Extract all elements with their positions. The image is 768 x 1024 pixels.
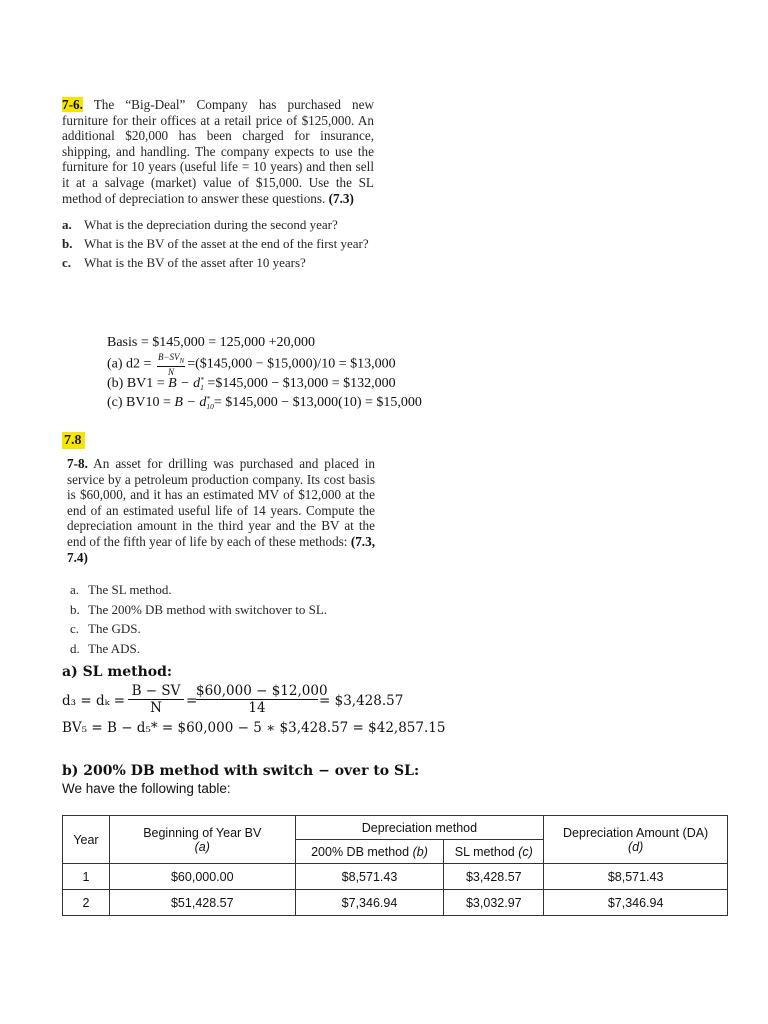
- cell-bv: $60,000.00: [109, 864, 295, 890]
- question-c: c. What is the BV of the asset after 10 years?: [62, 255, 306, 270]
- db-method-heading: b) 200% DB method with switch − over to SL:: [62, 763, 420, 779]
- section-reference: (7.3, 7.4): [67, 533, 375, 565]
- problem-7-6-text: [62, 97, 374, 206]
- method-d: d. The ADS.: [70, 640, 140, 656]
- cell-da: $8,571.43: [544, 864, 728, 890]
- d3-lhs: d₃ = dₖ =: [62, 693, 126, 709]
- fraction-b-minus-sv-over-n: B − SV N: [128, 683, 184, 716]
- table-row: [63, 890, 728, 916]
- table-row: [63, 864, 728, 890]
- basis-line: Basis = $145,000 = 125,000 +20,000: [107, 335, 316, 350]
- header-year: Year: [63, 816, 110, 864]
- cell-year: 2: [63, 890, 110, 916]
- header-200-db: 200% DB method (b): [295, 840, 444, 864]
- problem-number: 7-8.: [67, 456, 88, 471]
- problem-body: An asset for drilling was purchased and placed in service by a petroleum production company. Its cost basis is $60,000, and it has an estimated MV of $12,000 at the end of an estimated useful life of 14 years. Compute the depreciation amount in the third year and the BV at the end of the fifth year of life by each of these methods:: [67, 456, 375, 549]
- problem-7-8-methods: [70, 580, 327, 658]
- problem-7-6-questions: [62, 215, 369, 272]
- d3-result: = $3,428.57: [319, 693, 404, 709]
- cell-sl: $3,032.97: [444, 890, 544, 916]
- cell-sl: $3,428.57: [444, 864, 544, 890]
- problem-7-8-heading: 7.8: [62, 432, 85, 449]
- problem-7-8-text: [67, 456, 375, 565]
- question-a: a. What is the depreciation during the second year?: [62, 217, 338, 232]
- cell-year: 1: [63, 864, 110, 890]
- cell-db: $7,346.94: [295, 890, 444, 916]
- depreciation-table: [62, 815, 728, 916]
- question-b: b. What is the BV of the asset at the end of the first year?: [62, 236, 369, 251]
- equals-sign: =: [186, 693, 198, 709]
- header-depreciation-amount: Depreciation Amount (DA) (d): [544, 816, 728, 864]
- solution-7-6: [107, 333, 422, 412]
- problem-body: The “Big-Deal” Company has purchased new furniture for their offices at a retail price of $125,000. An additional $20,000 has been charged for insurance, shipping, and handling. The company expects to use the furniture for 10 years (useful life = 10 years) and then sell it at a salvage (market) value of $15,000. Use the SL method of depreciation to answer these questions.: [62, 97, 374, 206]
- answer-a-line: (a) d2 = $\frac{B-SV_N}{N}$ =($145,000 − $15,000)/10 = $13,000: [107, 352, 396, 377]
- problem-number: 7-6.: [62, 97, 83, 112]
- header-beginning-bv: Beginning of Year BV (a): [109, 816, 295, 864]
- method-a: a. The SL method.: [70, 582, 172, 597]
- fraction-values: $60,000 − $12,000 14: [196, 683, 328, 716]
- answer-c-line: (c) BV10 = B − d * 10 = $145,000 − $13,000(10) = $15,000: [107, 393, 422, 411]
- table-intro: We have the following table:: [62, 781, 231, 796]
- sl-method-heading: a) SL method:: [62, 664, 173, 680]
- section-reference: (7.3): [328, 190, 354, 206]
- bv5-equation: BV₅ = B − d₅* = $60,000 − 5 ∗ $3,428.57 = $42,857.15: [62, 720, 446, 736]
- cell-db: $8,571.43: [295, 864, 444, 890]
- header-depreciation-method: Depreciation method: [295, 816, 544, 840]
- fraction-b-sv-n: $\frac{B-SV_N}{N}$: [157, 352, 185, 377]
- method-c: c. The GDS.: [70, 621, 141, 636]
- cell-da: $7,346.94: [544, 890, 728, 916]
- cell-bv: $51,428.57: [109, 890, 295, 916]
- answer-b-line: (b) BV1 = B − d * 1 =$145,000 − $13,000 = $132,000: [107, 374, 396, 392]
- method-b: b. The 200% DB method with switchover to SL.: [70, 601, 328, 617]
- header-sl: SL method (c): [444, 840, 544, 864]
